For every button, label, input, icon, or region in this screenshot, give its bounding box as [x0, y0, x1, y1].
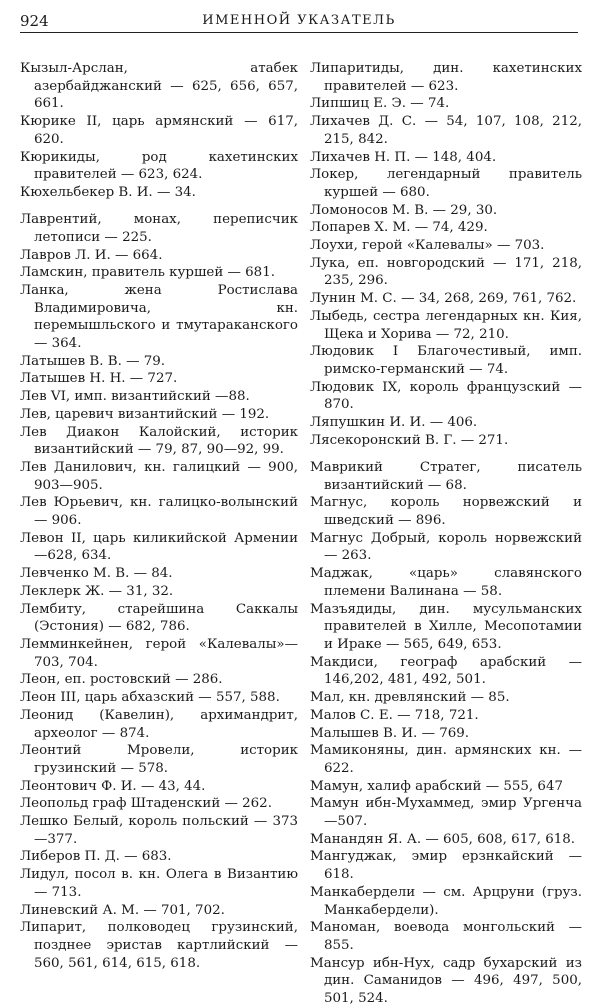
index-entry: Локер, легендарный правитель куршей — 680. [310, 167, 582, 200]
page-header [20, 10, 578, 33]
index-entry: Кюрикиды, род кахетинских правителей — 623, 624. [20, 149, 298, 183]
index-entry: Лопарев Х. М. — 74, 429. [310, 220, 488, 236]
index-entry: Лемминкейнен, герой «Калевалы»—703, 704. [20, 637, 298, 670]
index-entry: Левон II, царь киликийской Армении—628, 634. [20, 530, 298, 564]
index-entry: Мамун, халиф арабский — 555, 647 [310, 778, 563, 794]
index-entry: Лихачев Д. С. — 54, 107, 108, 212, 215, 842. [310, 114, 582, 147]
index-column-left [20, 60, 298, 972]
index-entry: Либеров П. Д. — 683. [20, 849, 172, 865]
index-entry: Леон III, царь абхазский — 557, 588. [20, 690, 280, 706]
index-entry: Леонтович Ф. И. — 43, 44. [20, 778, 206, 794]
index-entry: Маврикий Стратег, писатель византийский — 68. [310, 459, 582, 493]
index-entry: Лавров Л. И. — 664. [20, 247, 163, 263]
index-entry: Магнус, король норвежский и шведский — 896. [310, 495, 582, 529]
index-entry: Лешко Белый, король польский — 373—377. [20, 814, 298, 847]
index-entry: Ляпушкин И. И. — 406. [310, 415, 478, 431]
index-entry: Ламскин, правитель куршей — 681. [20, 265, 275, 281]
index-entry: Кызыл-Арслан, атабек азербайджанский — 625, 656, 657, 661. [20, 61, 298, 112]
index-entry: Латышев Н. Н. — 727. [20, 371, 178, 387]
page-number: 924 [20, 12, 49, 30]
index-entry: Леонид (Кавелин), архимандрит, археолог — 874. [20, 707, 298, 741]
index-entry: Манандян Я. А. — 605, 608, 617, 618. [310, 831, 576, 847]
index-entry: Лаврентий, монах, переписчик летописи — 225. [20, 212, 298, 245]
index-entry: Левченко М. В. — 84. [20, 566, 173, 582]
index-entry: Мангуджак, эмир ерзнкайский — 618. [310, 849, 582, 883]
index-entry: Липарит, полководец грузинский, позднее эристав картлийский — 560, 561, 614, 615, 618. [20, 920, 298, 971]
index-entry: Лыбедь, сестра легендарных кн. Кия, Щека и Хорива — 72, 210. [310, 308, 582, 342]
index-entry: Лунин М. С. — 34, 268, 269, 761, 762. [310, 291, 577, 307]
index-entry: Липшиц Е. Э. — 74. [310, 96, 450, 112]
index-entry: Лидул, посол в. кн. Олега в Византию — 713. [20, 867, 298, 900]
index-entry: Латышев В. В. — 79. [20, 353, 166, 369]
index-entry: Кюхельбекер В. И. — 34. [20, 184, 196, 200]
index-entry: Мал, кн. древлянский — 85. [310, 690, 510, 706]
index-entry: Людовик I Благочестивый, имп. римско-германский — 74. [310, 344, 582, 377]
index-entry: Лоухи, герой «Калевалы» — 703. [310, 238, 545, 254]
index-entry: Леопольд граф Штаденский — 262. [20, 796, 272, 812]
index-entry: Лука, еп. новгородский — 171, 218, 235, 296. [310, 255, 582, 289]
index-column-right [310, 60, 582, 1008]
index-entry: Малов С. Е. — 718, 721. [310, 707, 479, 723]
index-entry: Макдиси, географ арабский —146,202, 481, 492, 501. [310, 654, 582, 688]
page-title: ИМЕННОЙ УКАЗАТЕЛЬ [202, 13, 396, 28]
index-entry: Мазъядиды, дин. мусульманских правителей в Хилле, Месопотамии и Ираке — 565, 649, 653. [310, 601, 582, 652]
index-entry: Липаритиды, дин. кахетинских правителей — 623. [310, 61, 582, 94]
index-entry: Маджак, «царь» славянского племени Валинана — 58. [310, 566, 582, 599]
index-entry: Леклерк Ж. — 31, 32. [20, 583, 174, 599]
index-entry: Леон, еп. ростовский — 286. [20, 672, 223, 688]
index-entry: Магнус Добрый, король норвежский — 263. [310, 530, 582, 564]
index-entry: Малышев В. И. — 769. [310, 725, 470, 741]
index-entry: Лев Диакон Калойский, историк византийский — 79, 87, 90—92, 99. [20, 424, 298, 458]
index-entry: Кюрике II, царь армянский — 617, 620. [20, 114, 298, 147]
index-entry: Мамиконяны, дин. армянских кн. — 622. [310, 743, 582, 776]
index-entry: Лихачев Н. П. — 148, 404. [310, 149, 497, 165]
index-entry: Лев, царевич византийский — 192. [20, 406, 270, 422]
index-entry: Ланка, жена Ростислава Владимировича, кн. перемышльского и тмутараканского — 364. [20, 282, 298, 352]
index-entry: Лев Данилович, кн. галицкий — 900, 903—905. [20, 459, 298, 493]
index-entry: Лясекоронский В. Г. — 271. [310, 432, 509, 448]
index-entry: Линевский А. М. — 701, 702. [20, 902, 225, 918]
index-entry: Леонтий Мровели, историк грузинский — 578. [20, 743, 298, 776]
index-entry: Ломоносов М. В. — 29, 30. [310, 202, 498, 218]
index-entry: Лембиту, старейшина Саккалы (Эстония) — 682, 786. [20, 601, 298, 635]
index-entry: Манкабердели — см. Арцруни (груз. Манкабердели). [310, 884, 582, 918]
index-entry: Лев Юрьевич, кн. галицко-волынский— 906. [20, 495, 298, 529]
index-entry: Лев VI, имп. византийский —88. [20, 389, 250, 405]
index-entry: Мансур ибн-Нух, садр бухарский из дин. Саманидов — 496, 497, 500, 501, 524. [310, 955, 582, 1007]
index-entry: Маноман, воевода монгольский — 855. [310, 920, 582, 953]
index-entry: Мамун ибн-Мухаммед, эмир Ургенча —507. [310, 796, 582, 830]
index-entry: Людовик IX, король французский —870. [310, 379, 582, 413]
